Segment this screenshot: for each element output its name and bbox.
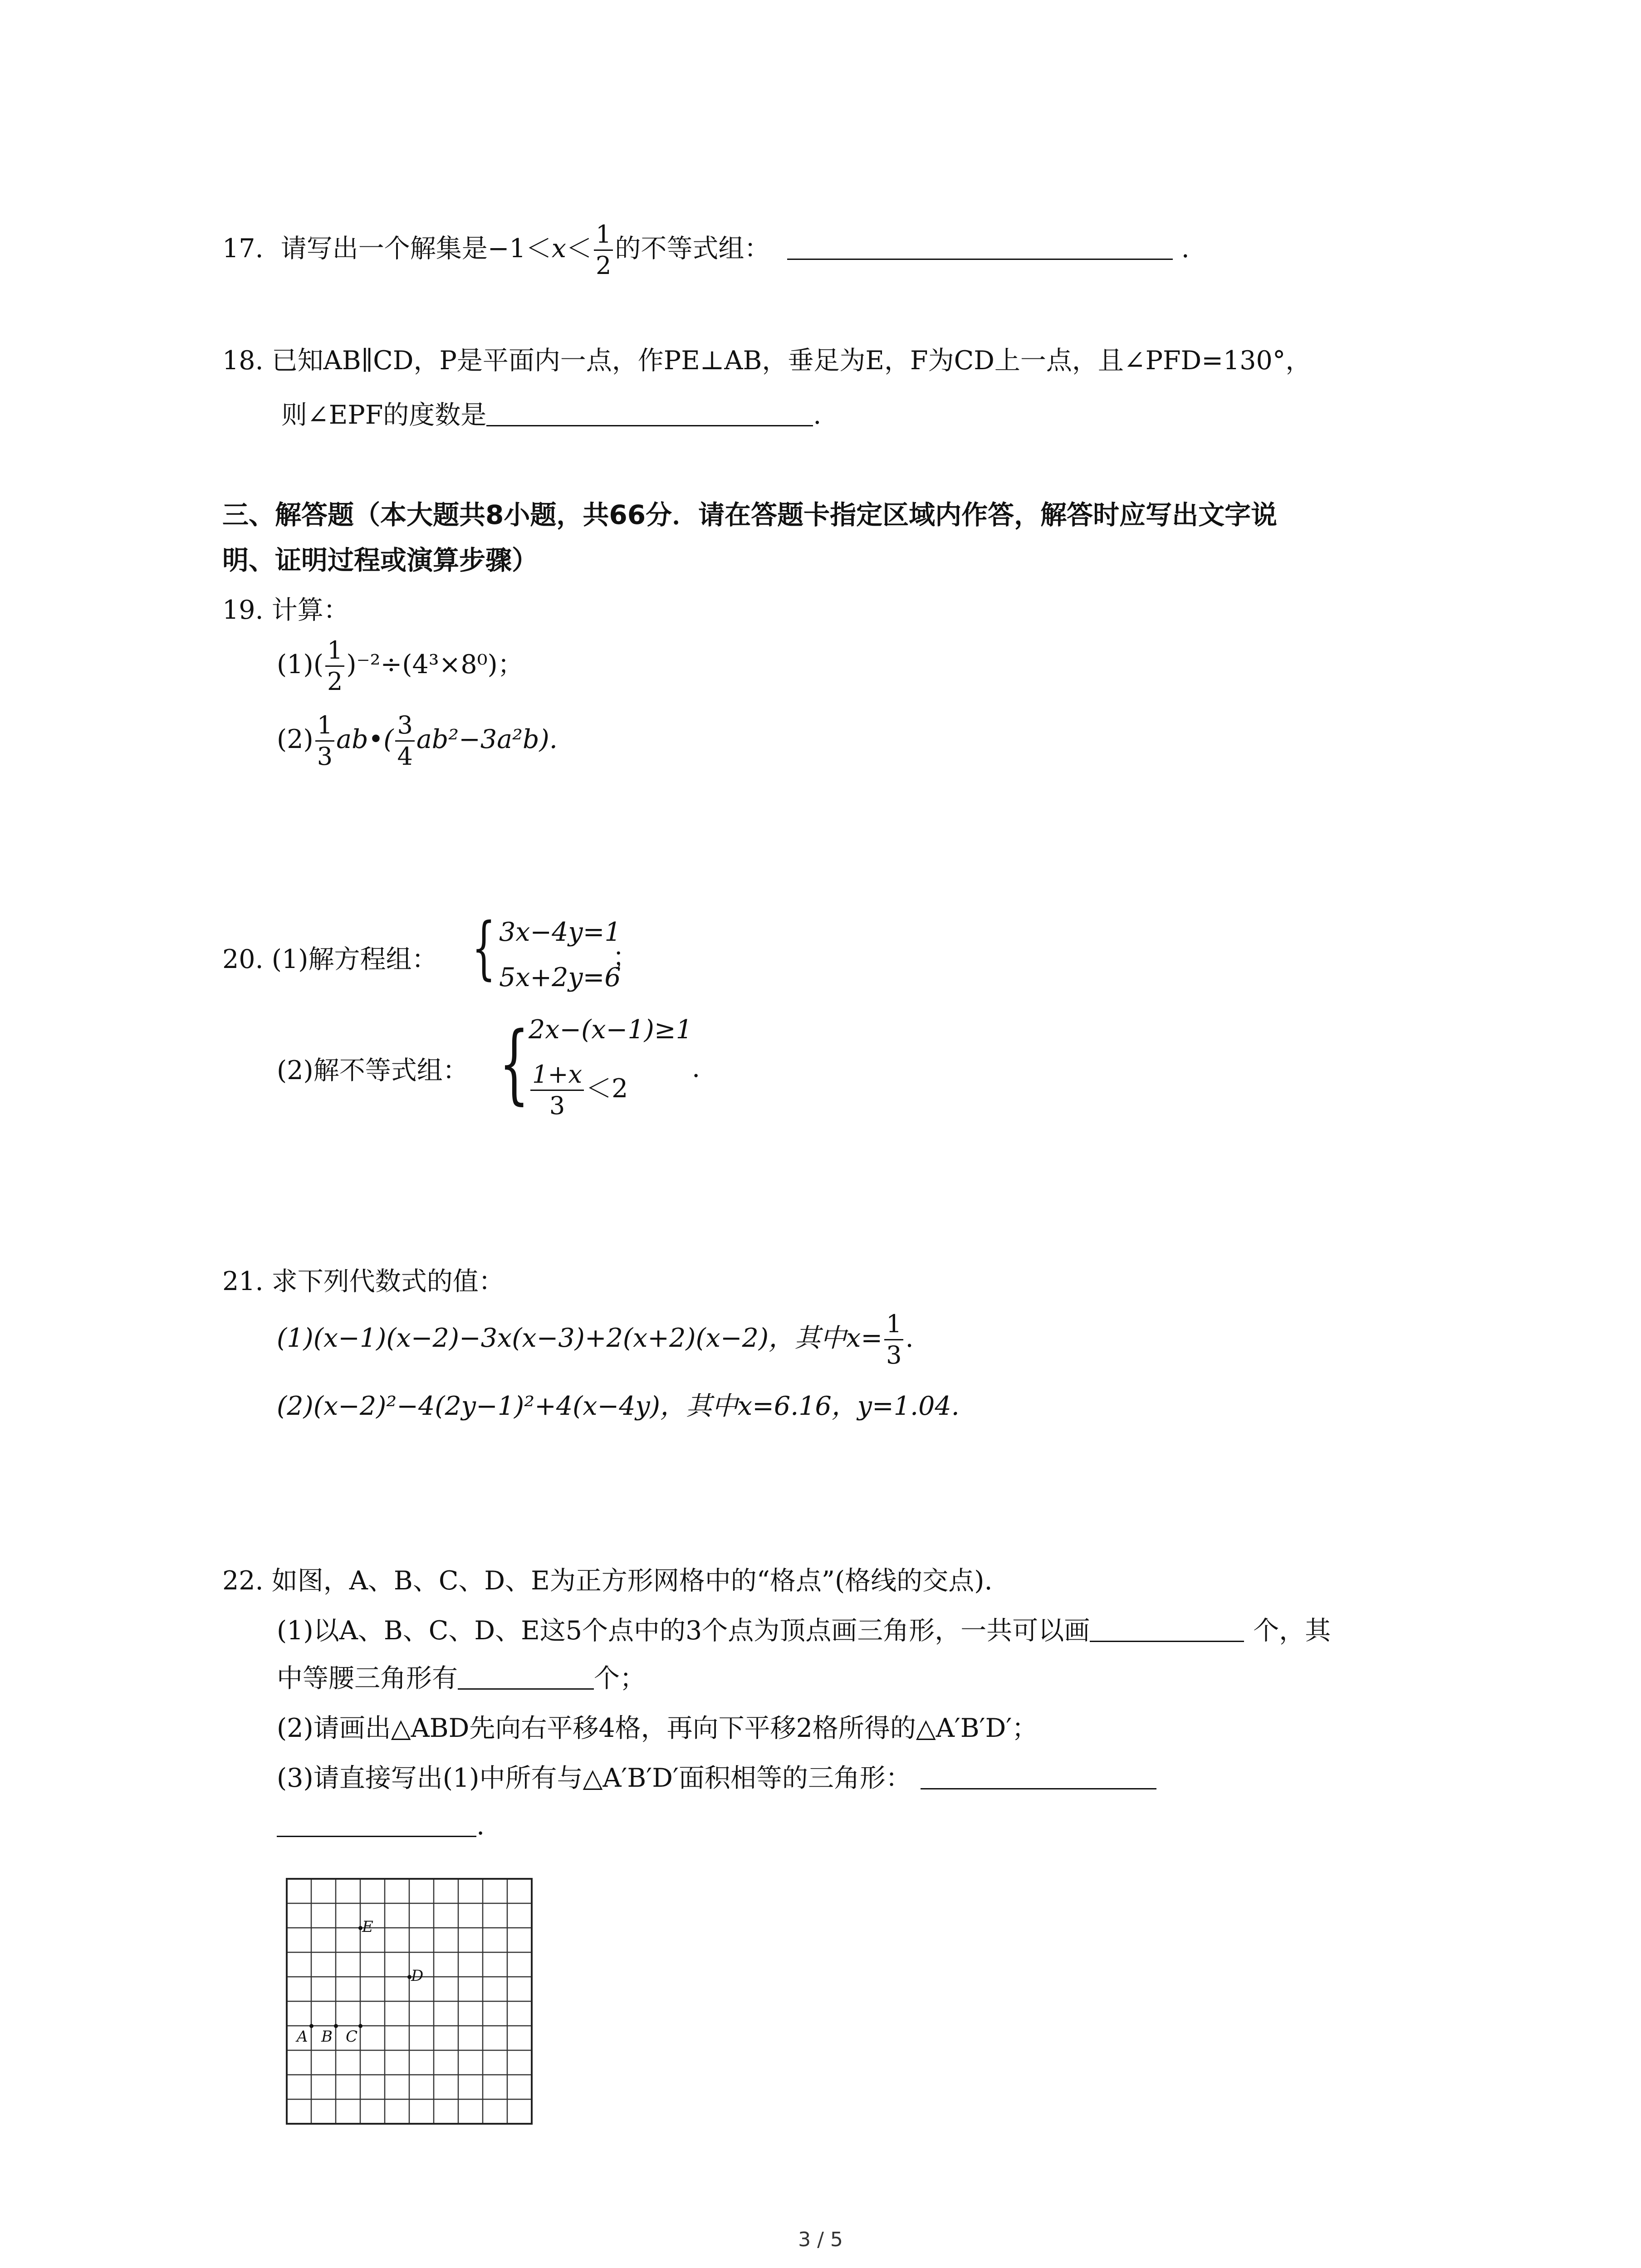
q19-p1-pre: (1)( bbox=[277, 650, 323, 679]
q20-p1-brace: { bbox=[472, 909, 496, 987]
q21-p1-text: (1)(x−1)(x−2)−3x(x−3)+2(x+2)(x−2)，其中x= bbox=[277, 1323, 883, 1353]
q20-p2-end: . bbox=[692, 1053, 700, 1083]
grid-point-b bbox=[334, 2024, 338, 2028]
q17-end: . bbox=[1181, 234, 1190, 264]
q22-l2-text: (1)以A、B、C、D、E这5个点中的3个点为顶点画三角形，一共可以画 bbox=[277, 1616, 1090, 1646]
q19-p1-fraction bbox=[325, 638, 344, 694]
fraction-numerator: 1 bbox=[884, 1312, 903, 1340]
fraction-numerator: 1+x bbox=[530, 1062, 584, 1091]
question-22-line3 bbox=[277, 1662, 646, 1694]
fraction-numerator: 1 bbox=[315, 713, 334, 742]
question-19-head: 19. 计算： bbox=[222, 595, 349, 625]
fraction-denominator: 4 bbox=[397, 742, 413, 771]
q18-text: 则∠EPF的度数是 bbox=[281, 400, 487, 430]
question-20-part1-label: 20. (1)解方程组： bbox=[222, 944, 438, 974]
question-20-part2-label: (2)解不等式组： bbox=[277, 1056, 469, 1085]
q22-l6-end: . bbox=[476, 1811, 485, 1841]
q20-p2-brace: { bbox=[499, 1013, 529, 1114]
q18-end: . bbox=[813, 400, 822, 430]
q17-text: 请写出一个解集是−1＜ bbox=[280, 234, 552, 264]
question-19-part2 bbox=[277, 708, 558, 771]
q17-lt: ＜ bbox=[566, 234, 592, 264]
q22-l5-text: (3)请直接写出(1)中所有与△A′B′D′面积相等的三角形： bbox=[277, 1763, 911, 1793]
q20-p1-end: ； bbox=[612, 942, 638, 972]
q19-p2-post: ab²−3a²b). bbox=[416, 724, 558, 754]
q20-p1-eq1: 3x−4y=1 bbox=[499, 917, 621, 947]
square-grid-figure bbox=[286, 1878, 534, 2126]
fraction-numerator: 1 bbox=[325, 638, 344, 667]
question-21-head: 21. 求下列代数式的值： bbox=[222, 1266, 505, 1296]
q17-number: 17. bbox=[222, 234, 264, 264]
question-22-line5 bbox=[277, 1762, 1156, 1794]
fraction-denominator: 3 bbox=[886, 1341, 902, 1370]
fraction-numerator: 3 bbox=[395, 713, 414, 742]
q19-p2-mid: ab•( bbox=[336, 724, 394, 754]
page-number: 3 / 5 bbox=[798, 2228, 843, 2251]
section-3-heading-line2: 明、证明过程或演算步骤） bbox=[222, 545, 539, 576]
fraction-denominator: 2 bbox=[595, 251, 612, 280]
fraction-denominator: 3 bbox=[549, 1091, 565, 1120]
fraction-numerator: 1 bbox=[594, 222, 613, 251]
q21-p1-end: . bbox=[905, 1323, 914, 1353]
q22-isosceles-blank[interactable] bbox=[458, 1666, 594, 1690]
q20-p1-eq2: 5x+2y=6 bbox=[499, 963, 621, 992]
grid-point-label-c: C bbox=[346, 2028, 358, 2046]
q17-variable: x bbox=[551, 234, 566, 264]
q22-triangles-blank-1[interactable] bbox=[921, 1765, 1156, 1789]
section-3-heading-line1: 三、解答题（本大题共8小题，共66分．请在答题卡指定区域内作答，解答时应写出文字说 bbox=[222, 499, 1278, 530]
grid-point-label-a: A bbox=[297, 2028, 308, 2046]
question-18-line1: 18. 已知AB∥CD，P是平面内一点，作PE⊥AB，垂足为E，F为CD上一点，且∠PFD=130°， bbox=[222, 346, 1312, 376]
fraction-denominator: 2 bbox=[327, 667, 343, 696]
question-22-line6 bbox=[277, 1810, 485, 1842]
q20-p2-eq1: 2x−(x−1)≥1 bbox=[529, 1015, 692, 1045]
q22-l2-post: 个，其 bbox=[1253, 1616, 1331, 1646]
q20-p2-eq2-post: ＜2 bbox=[586, 1074, 628, 1104]
q19-p1-post: )⁻²÷(4³×8⁰)； bbox=[346, 650, 524, 679]
q18-answer-blank[interactable] bbox=[486, 402, 813, 426]
question-19-part1 bbox=[277, 633, 524, 696]
q19-p2-fraction1 bbox=[315, 713, 334, 769]
grid-point-c bbox=[358, 2024, 362, 2028]
q21-p1-fraction bbox=[884, 1312, 903, 1368]
q22-l3-post: 个； bbox=[594, 1663, 646, 1693]
q22-l3-text: 中等腰三角形有 bbox=[277, 1663, 458, 1693]
question-22-line1: 22. 如图，A、B、C、D、E为正方形网格中的“格点”(格线的交点). bbox=[222, 1566, 993, 1596]
q17-answer-blank[interactable] bbox=[787, 236, 1173, 260]
q22-triangles-blank-2[interactable] bbox=[277, 1813, 476, 1837]
grid-point-a bbox=[309, 2024, 314, 2028]
q19-p2-pre: (2) bbox=[277, 724, 314, 754]
fraction-denominator: 3 bbox=[317, 742, 333, 771]
q20-p2-fraction bbox=[530, 1062, 584, 1118]
question-17 bbox=[222, 217, 1190, 280]
question-21-part1 bbox=[277, 1306, 914, 1370]
q22-count-blank[interactable] bbox=[1090, 1618, 1244, 1642]
question-22-line2 bbox=[277, 1615, 1331, 1647]
q20-p2-eq2 bbox=[529, 1057, 628, 1120]
question-18-line2 bbox=[281, 399, 821, 431]
grid-point-label-e: E bbox=[362, 1918, 373, 1936]
question-22-line4: (2)请画出△ABD先向右平移4格，再向下平移2格所得的△A′B′D′； bbox=[277, 1713, 1038, 1743]
question-21-part2: (2)(x−2)²−4(2y−1)²+4(x−4y)，其中x=6.16，y=1.04. bbox=[277, 1391, 960, 1421]
q17-text-post: 的不等式组： bbox=[615, 234, 770, 264]
grid-point-label-b: B bbox=[321, 2028, 333, 2046]
grid-point-label-d: D bbox=[411, 1967, 424, 1985]
q17-fraction bbox=[594, 222, 613, 278]
q19-p2-fraction2 bbox=[395, 713, 414, 769]
